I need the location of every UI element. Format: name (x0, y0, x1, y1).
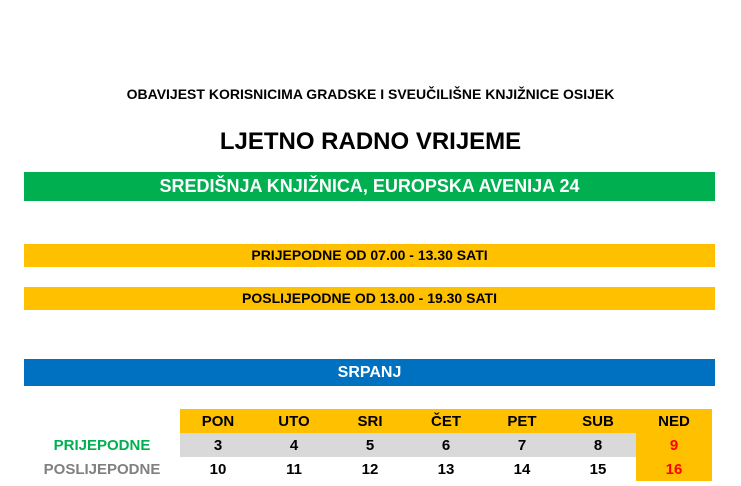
date-cell-sunday: 9 (636, 433, 712, 457)
schedule-row-morning (24, 433, 712, 457)
day-header-fri: PET (484, 409, 560, 433)
day-header-sat: SUB (560, 409, 636, 433)
day-header-tue: UTO (256, 409, 332, 433)
row-label-morning: PRIJEPODNE (53, 436, 151, 454)
page-title: LJETNO RADNO VRIJEME (219, 128, 522, 155)
schedule-row-afternoon (24, 457, 712, 481)
date-cell: 7 (484, 433, 560, 457)
date-cell: 5 (332, 433, 408, 457)
date-cell: 10 (180, 457, 256, 481)
afternoon-hours-banner: POSLIJEPODNE OD 13.00 - 19.30 SATI (24, 287, 715, 310)
notice-heading: OBAVIJEST KORISNICIMA GRADSKE I SVEUČILIŠNE KNJIŽNICE OSIJEK (126, 86, 615, 102)
date-cell: 4 (256, 433, 332, 457)
header-empty-cell (24, 409, 180, 433)
date-cell: 13 (408, 457, 484, 481)
date-cell: 11 (256, 457, 332, 481)
day-header-thu: ČET (408, 409, 484, 433)
day-header-sun: NED (636, 409, 712, 433)
schedule-table (24, 409, 712, 481)
location-banner: SREDIŠNJA KNJIŽNICA, EUROPSKA AVENIJA 24 (24, 172, 715, 201)
date-cell-sunday: 16 (636, 457, 712, 481)
date-cell: 8 (560, 433, 636, 457)
date-cell: 6 (408, 433, 484, 457)
day-header-mon: PON (180, 409, 256, 433)
date-cell: 3 (180, 433, 256, 457)
date-cell: 15 (560, 457, 636, 481)
morning-hours-banner: PRIJEPODNE OD 07.00 - 13.30 SATI (24, 244, 715, 267)
day-header-wed: SRI (332, 409, 408, 433)
schedule-header-row (24, 409, 712, 433)
date-cell: 12 (332, 457, 408, 481)
row-label-afternoon: POSLIJEPODNE (43, 460, 161, 478)
month-banner: SRPANJ (24, 359, 715, 386)
date-cell: 14 (484, 457, 560, 481)
